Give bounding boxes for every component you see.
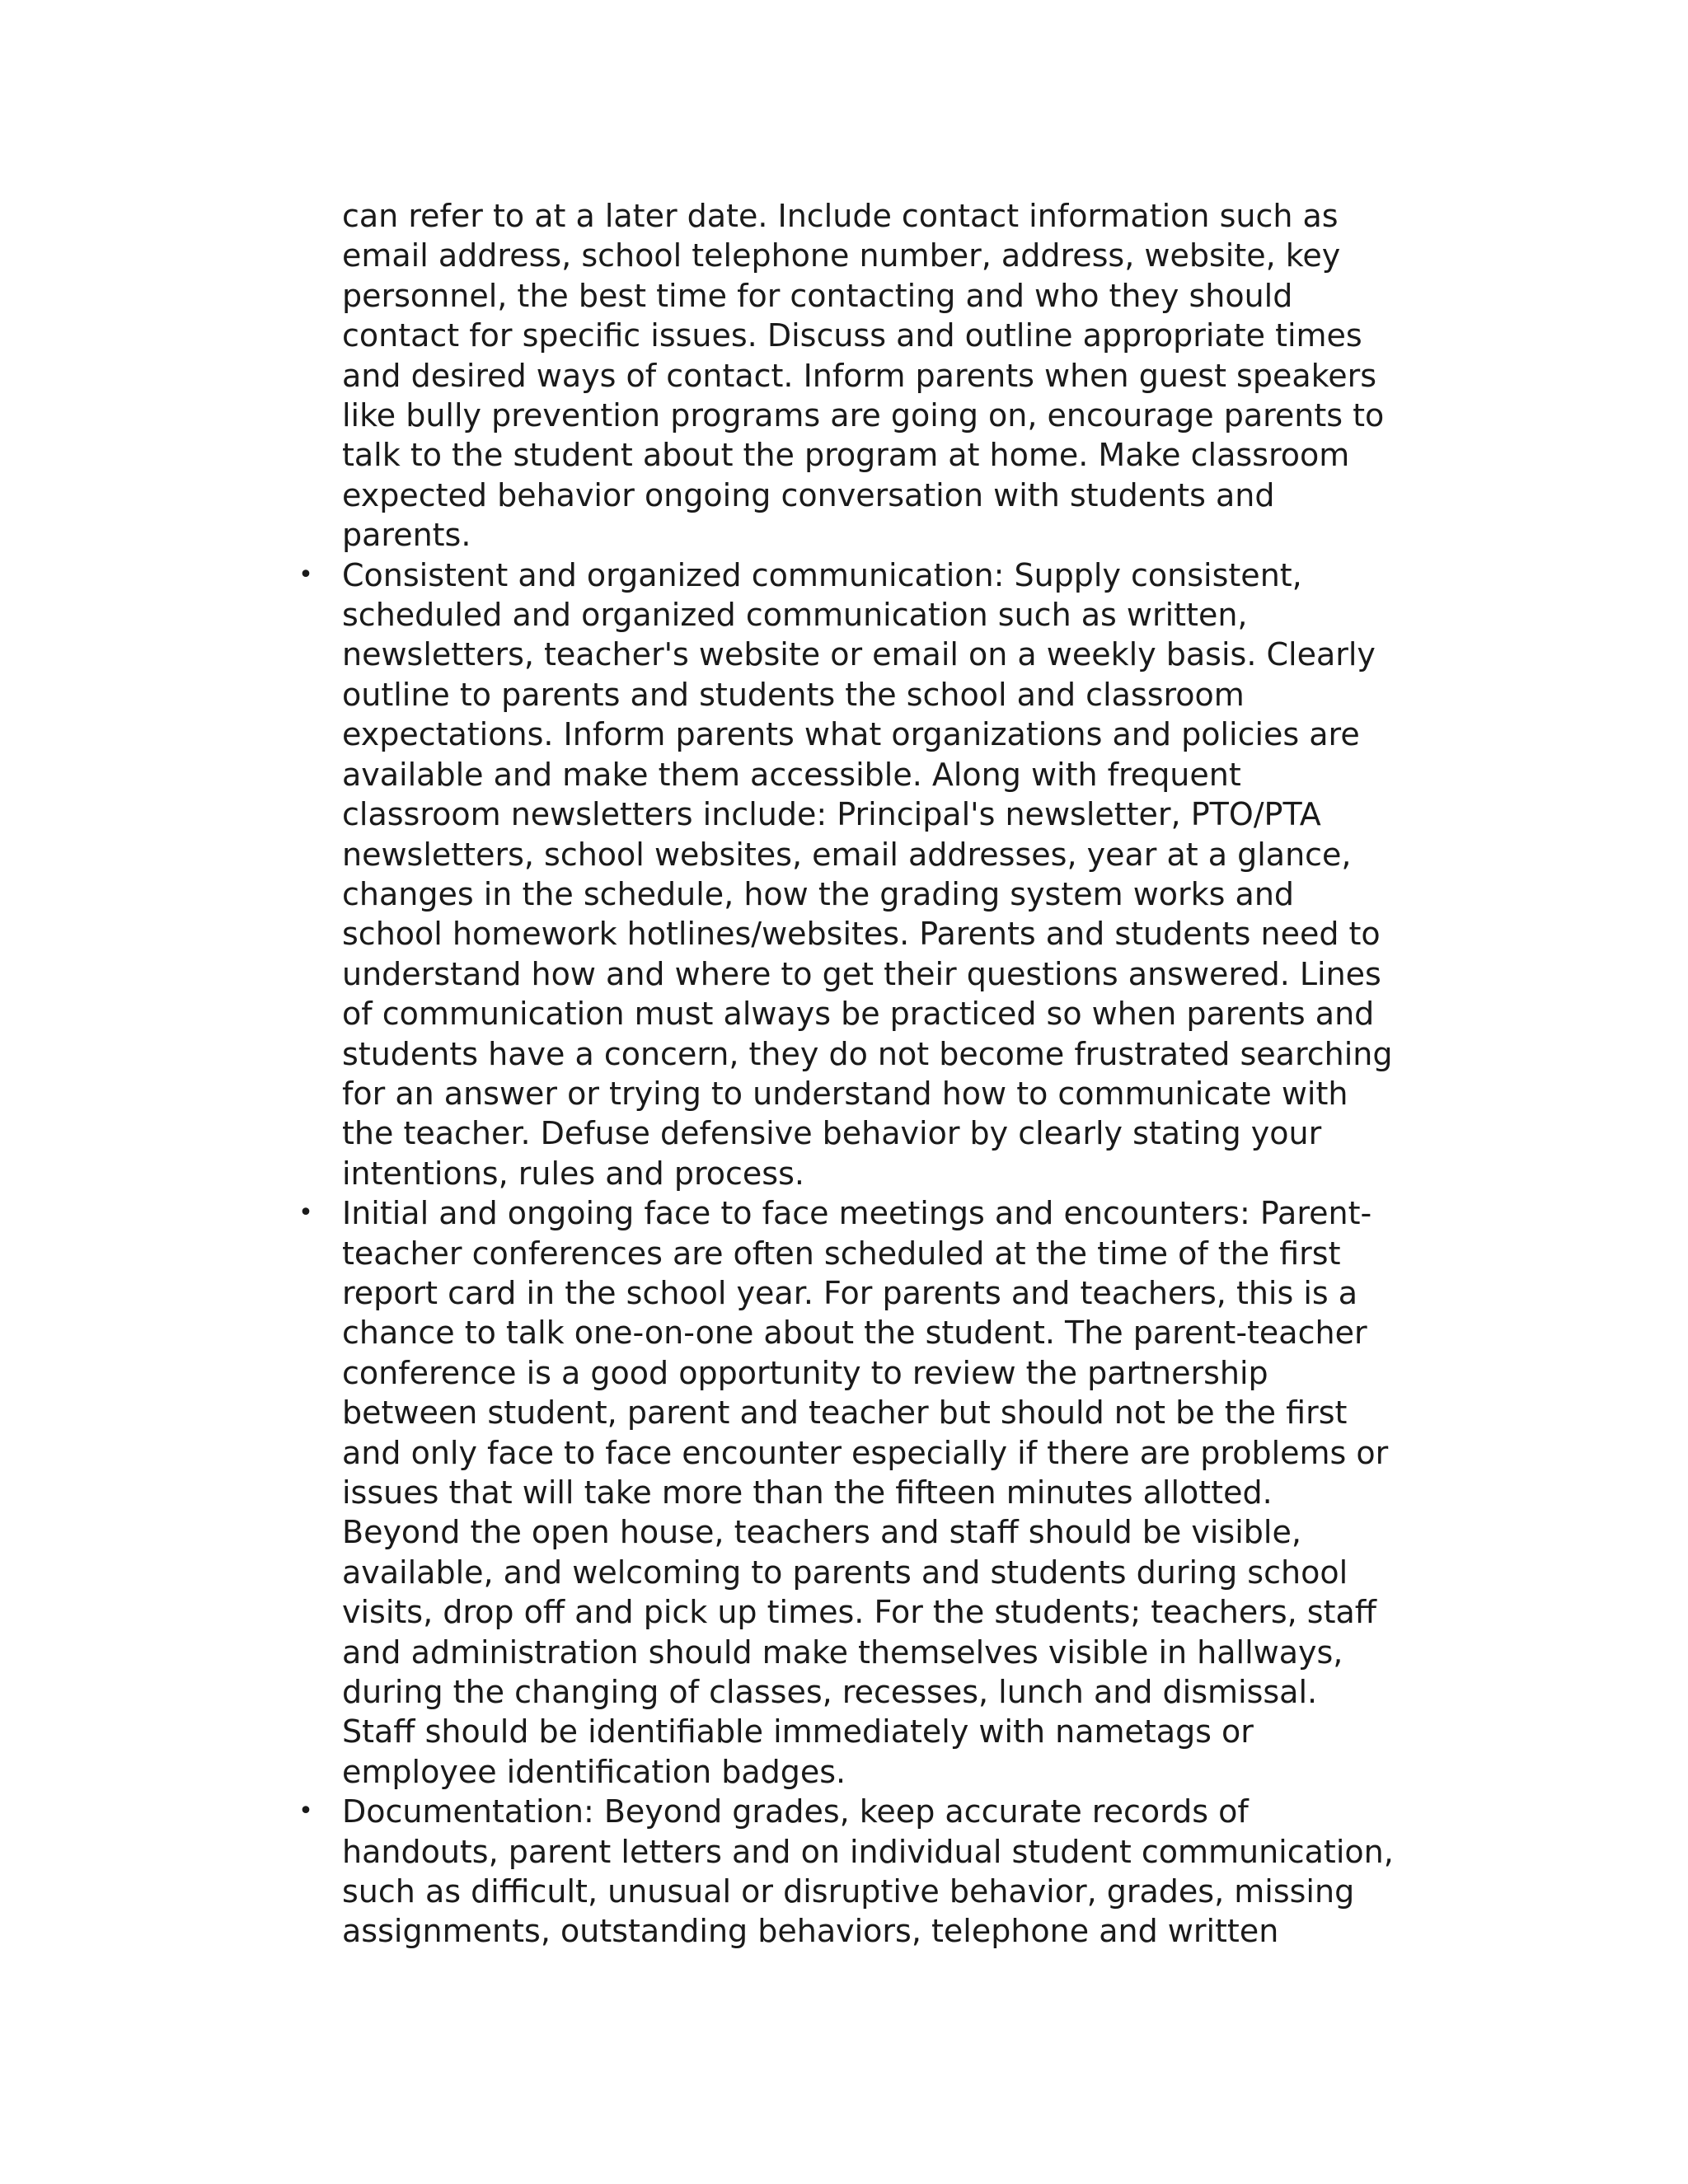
document-body — [298, 196, 1438, 1952]
bullet-text-face-to-face-meetings: Initial and ongoing face to face meetings and encounters: Parent- teacher conferences are often scheduled at the time of the first report card in the school year. For parents and teachers, this is a chance to talk one-on-one about the student. The parent-teacher conference is a good opportunity to review the partnership between student, parent and teacher but should not be the first and only face to face encounter especially if there are problems or issues that will take more than the fifteen minutes allotted. Beyond the open house, teachers and staff should be visible, available, and welcoming to parents and students during school visits, drop off and pick up times. For the students; teachers, staff and administration should make themselves visible in hallways, during the changing of classes, recesses, lunch and dismissal. Staff should be identifiable immediately with nametags or employee identification badges. — [342, 1195, 1389, 1790]
bullet-text-documentation: Documentation: Beyond grades, keep accurate records of handouts, parent letters and on individual student communication, such as difficult, unusual or disruptive behavior, grades, missing assignments, outstanding behaviors, telephone and written — [342, 1793, 1394, 1950]
bullet-text-consistent-communication: Consistent and organized communication: Supply consistent, scheduled and organized communication such as written, newsletters, teacher's website or email on a weekly basis. Clearly outline to parents and students the school and classroom expectations. Inform parents what organizations and policies are available and make them accessible. Along with frequent classroom newsletters include: Principal's newsletter, PTO/PTA newsletters, school websites, email addresses, year at a glance, changes in the schedule, how the grading system works and school homework hotlines/websites. Parents and students need to understand how and where to get their questions answered. Lines of communication must always be practiced so when parents and students have a concern, they do not become frustrated searching for an answer or trying to understand how to communicate with the teacher. Defuse defensive behavior by clearly stating your intentions, rules and process. — [342, 556, 1393, 1192]
list-item — [298, 1193, 1438, 1792]
bullet-icon: • — [298, 1198, 313, 1228]
bullet-icon: • — [298, 560, 313, 589]
list-item — [298, 1792, 1438, 1952]
continuation-paragraph: can refer to at a later date. Include contact information such as email address, school telephone number, address, website, key personnel, the best time for contacting and who they should contact for specific issues. Discuss and outline appropriate times and desired ways of contact. Inform parents when guest speakers like bully prevention programs are going on, encourage parents to talk to the student about the program at home. Make classroom expected behavior ongoing conversation with students and parents. — [342, 198, 1385, 554]
bullet-icon: • — [298, 1797, 313, 1826]
list-item — [298, 555, 1438, 1194]
bullet-list — [298, 555, 1438, 1952]
